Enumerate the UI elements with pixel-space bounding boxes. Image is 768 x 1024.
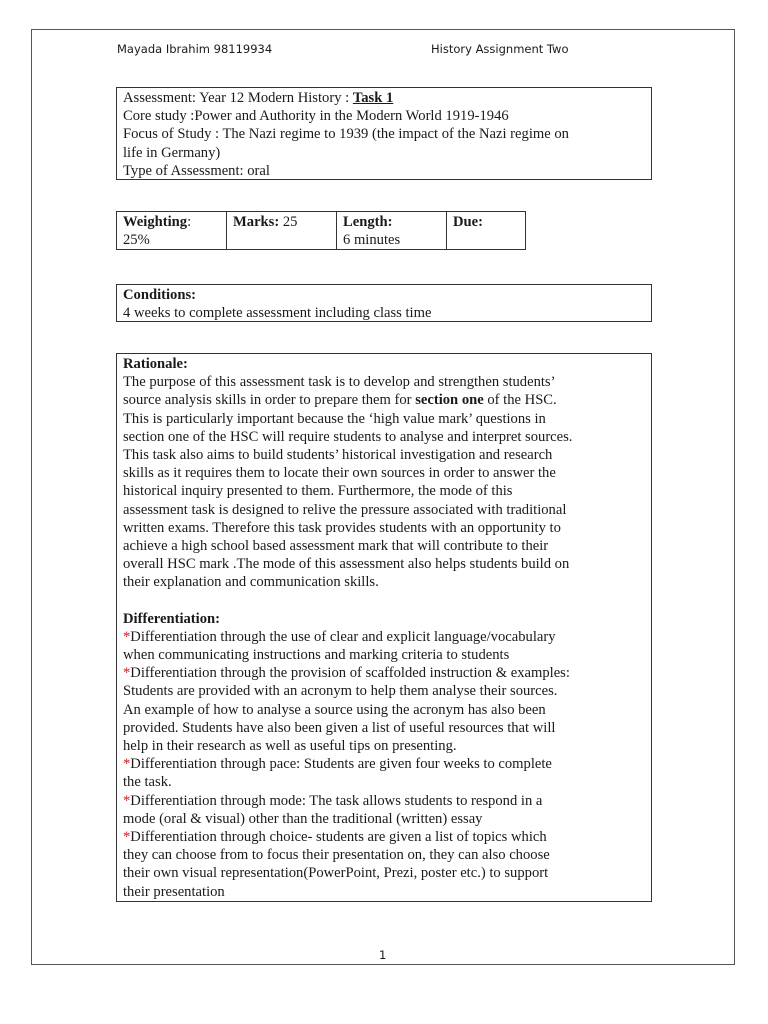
rationale-box	[116, 353, 652, 902]
header-title: History Assignment Two	[431, 42, 569, 56]
differentiation-line: mode (oral & visual) other than the traditional (written) essay	[123, 810, 483, 827]
marks-cell	[227, 212, 337, 249]
due-label: Due:	[453, 214, 483, 230]
rationale-line: historical inquiry presented to them. Furthermore, the mode of this	[123, 483, 513, 500]
section-one-emphasis: section one	[415, 392, 484, 409]
rationale-line: assessment task is designed to relive the pressure associated with traditional	[123, 501, 567, 518]
assessment-type: Type of Assessment: oral	[123, 162, 270, 179]
header-author: Mayada Ibrahim 98119934	[117, 42, 273, 56]
assessment-label: Assessment: Year 12 Modern History :	[123, 90, 353, 106]
weighting-table	[116, 211, 526, 250]
bullet-asterisk: *	[123, 665, 131, 682]
rationale-line: achieve a high school based assessment mark that will contribute to their	[123, 538, 549, 555]
page-number: 1	[379, 948, 387, 962]
rationale-line: their explanation and communication skills.	[123, 574, 379, 591]
core-study: Core study :Power and Authority in the Modern World 1919-1946	[123, 108, 509, 125]
differentiation-item	[123, 664, 645, 682]
rationale-line: This is particularly important because the ‘high value mark’ questions in	[123, 410, 546, 427]
differentiation-item	[123, 828, 645, 846]
rationale-line: skills as it requires them to locate their own sources in order to answer the	[123, 465, 556, 482]
bullet-asterisk: *	[123, 628, 131, 645]
differentiation-text: Differentiation through choice- students are given a list of topics which	[130, 829, 547, 846]
differentiation-text: Differentiation through mode: The task allows students to respond in a	[130, 792, 543, 809]
marks-label: Marks:	[233, 214, 280, 230]
rationale-line: section one of the HSC will require students to analyse and interpret sources.	[123, 428, 573, 445]
differentiation-line: they can choose from to focus their presentation on, they can also choose	[123, 847, 550, 864]
differentiation-line: their presentation	[123, 883, 225, 900]
length-cell	[337, 212, 447, 249]
conditions-box	[116, 284, 652, 322]
rationale-label: Rationale:	[123, 356, 188, 372]
differentiation-line: An example of how to analyse a source using the acronym has also been	[123, 701, 546, 718]
weighting-colon: :	[187, 214, 192, 230]
rationale-line: The purpose of this assessment task is to develop and strengthen students’	[123, 374, 556, 391]
length-label: Length:	[343, 214, 393, 230]
weighting-value: 25%	[123, 232, 150, 249]
rationale-text: of the HSC.	[483, 392, 557, 409]
rationale-line: This task also aims to build students’ historical investigation and research	[123, 447, 553, 464]
length-value: 6 minutes	[343, 232, 401, 249]
conditions-label: Conditions:	[123, 287, 196, 303]
focus-of-study-line1: Focus of Study : The Nazi regime to 1939 (the impact of the Nazi regime on	[123, 126, 569, 143]
differentiation-line: Students are provided with an acronym to help them analyse their sources.	[123, 683, 558, 700]
differentiation-line: provided. Students have also been given a list of useful resources that will	[123, 719, 556, 736]
differentiation-label: Differentiation:	[123, 610, 220, 627]
differentiation-item	[123, 628, 645, 646]
weighting-label: Weighting	[123, 214, 188, 230]
bullet-asterisk: *	[123, 829, 131, 846]
differentiation-text: Differentiation through the use of clear and explicit language/vocabulary	[130, 628, 556, 645]
differentiation-line: their own visual representation(PowerPoint, Prezi, poster etc.) to support	[123, 865, 549, 882]
differentiation-line: help in their research as well as useful tips on presenting.	[123, 738, 457, 755]
rationale-line	[123, 391, 645, 409]
marks-value: 25	[279, 214, 298, 230]
assessment-box	[116, 87, 652, 180]
weighting-cell	[117, 212, 227, 249]
assessment-line	[123, 89, 645, 107]
differentiation-line: when communicating instructions and marking criteria to students	[123, 647, 510, 664]
due-cell	[447, 212, 525, 249]
bullet-asterisk: *	[123, 756, 131, 773]
rationale-line: overall HSC mark .The mode of this assessment also helps students build on	[123, 556, 570, 573]
focus-of-study-line2: life in Germany)	[123, 144, 221, 161]
differentiation-item	[123, 755, 645, 773]
rationale-text: source analysis skills in order to prepare them for	[123, 392, 416, 409]
rationale-line: written exams. Therefore this task provides students with an opportunity to	[123, 519, 561, 536]
bullet-asterisk: *	[123, 792, 131, 809]
task-label: Task 1	[352, 90, 394, 106]
differentiation-text: Differentiation through pace: Students are given four weeks to complete	[130, 756, 552, 773]
conditions-text: 4 weeks to complete assessment including class time	[123, 305, 432, 322]
differentiation-line: the task.	[123, 774, 172, 791]
differentiation-item	[123, 792, 645, 810]
differentiation-text: Differentiation through the provision of scaffolded instruction & examples:	[130, 665, 570, 682]
